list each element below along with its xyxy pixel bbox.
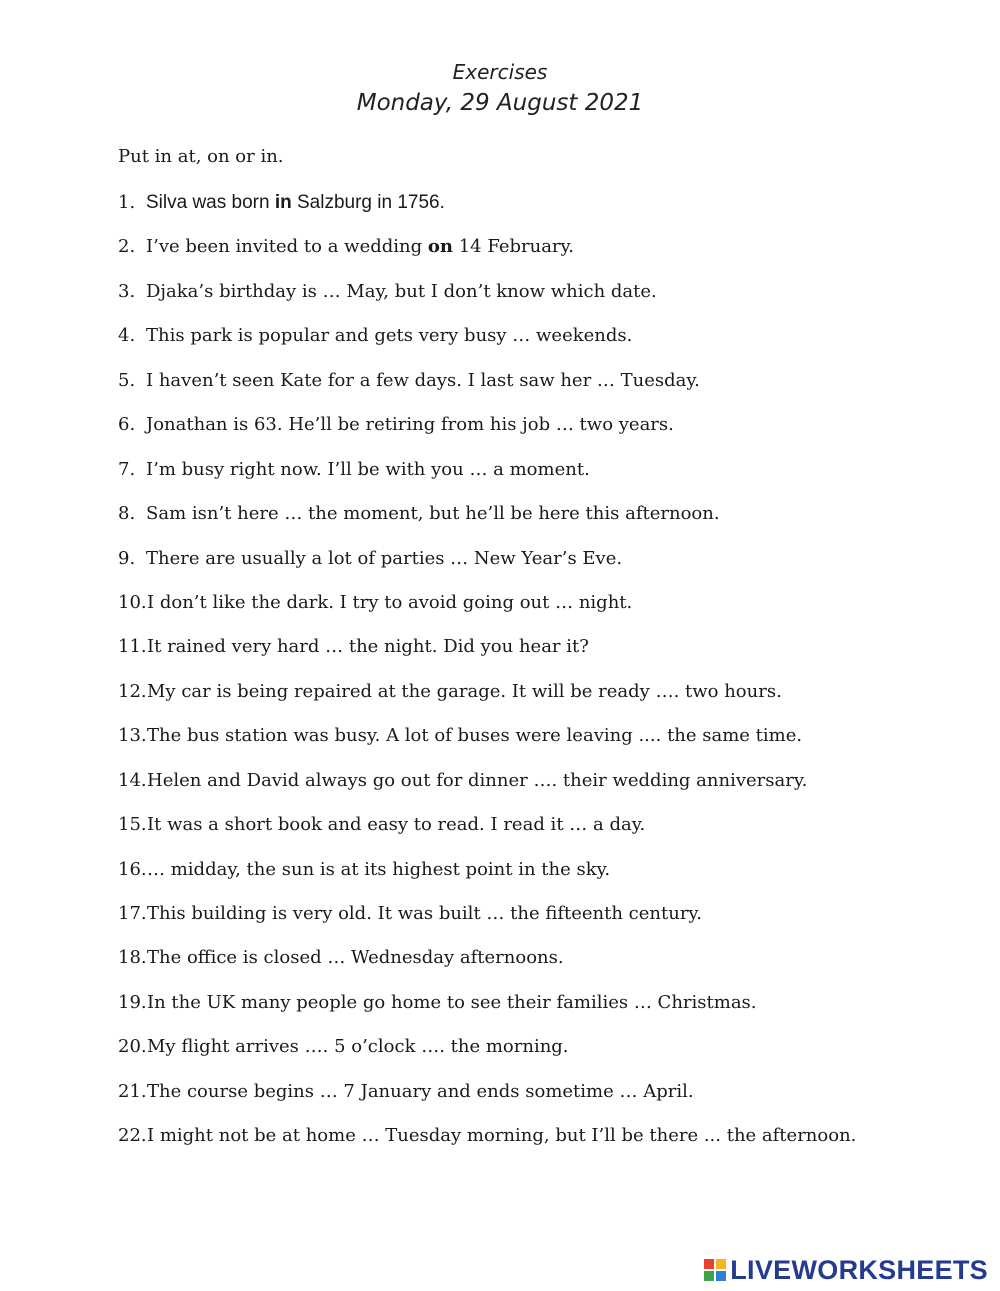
item-text: I might not be at home … Tuesday morning, but I’ll be there ... the afternoon. — [147, 1125, 857, 1146]
logo-block-1 — [704, 1259, 714, 1269]
exercise-item-6 — [118, 410, 674, 440]
liveworksheets-logo — [704, 1253, 988, 1287]
item-text: The course begins … 7 January and ends sometime … April. — [147, 1081, 694, 1102]
logo-blocks-icon — [704, 1259, 726, 1281]
exercise-item-9 — [118, 544, 622, 574]
logo-text: LIVEWORKSHEETS — [730, 1254, 988, 1285]
exercise-item-11 — [118, 632, 589, 662]
item-text: Helen and David always go out for dinner …. their wedding anniversary. — [147, 770, 808, 791]
item-text: My flight arrives …. 5 o’clock …. the morning. — [147, 1036, 569, 1057]
exercise-item-16 — [118, 855, 610, 885]
item-number: 4. — [118, 325, 136, 346]
exercise-item-17 — [118, 899, 702, 929]
item-number: 19. — [118, 992, 147, 1013]
exercise-item-5 — [118, 366, 700, 396]
item-number: 3. — [118, 281, 136, 302]
item-text-pre: Silva was born — [146, 192, 275, 213]
exercise-item-18 — [118, 943, 564, 973]
item-number: 15. — [118, 814, 147, 835]
exercise-item-2 — [118, 232, 574, 262]
logo-block-2 — [716, 1259, 726, 1269]
item-text: It was a short book and easy to read. I read it … a day. — [147, 814, 646, 835]
exercise-item-14 — [118, 766, 807, 796]
item-text: The bus station was busy. A lot of buses were leaving .... the same time. — [147, 725, 803, 746]
item-number: 18. — [118, 947, 147, 968]
item-text: The office is closed … Wednesday afternoons. — [147, 947, 564, 968]
item-number: 22. — [118, 1125, 147, 1146]
item-number: 16. — [118, 859, 147, 880]
logo-block-4 — [716, 1271, 726, 1281]
item-text: Jonathan is 63. He’ll be retiring from his job … two years. — [146, 414, 674, 435]
item-text: Djaka’s birthday is … May, but I don’t know which date. — [146, 281, 657, 302]
exercise-item-19 — [118, 988, 757, 1018]
exercise-item-10 — [118, 588, 632, 618]
item-text: … midday, the sun is at its highest point in the sky. — [147, 859, 611, 880]
item-number: 12. — [118, 681, 147, 702]
page-date: Monday, 29 August 2021 — [356, 90, 644, 116]
page-title: Exercises — [452, 60, 548, 84]
item-number: 2. — [118, 236, 136, 257]
item-number: 21. — [118, 1081, 147, 1102]
item-number: 10. — [118, 592, 147, 613]
item-text: I haven’t seen Kate for a few days. I last saw her … Tuesday. — [146, 370, 700, 391]
item-text: This building is very old. It was built … the fifteenth century. — [147, 903, 702, 924]
item-text: There are usually a lot of parties … New Year’s Eve. — [146, 548, 623, 569]
item-answer: on — [427, 236, 453, 257]
item-number: 11. — [118, 636, 147, 657]
item-number: 5. — [118, 370, 136, 391]
item-text: This park is popular and gets very busy … weekends. — [146, 325, 633, 346]
item-text: In the UK many people go home to see their families … Christmas. — [147, 992, 757, 1013]
item-text: My car is being repaired at the garage. It will be ready …. two hours. — [147, 681, 782, 702]
exercise-item-7 — [118, 455, 590, 485]
item-text: I don’t like the dark. I try to avoid going out … night. — [147, 592, 633, 613]
item-number: 1. — [118, 192, 136, 213]
item-number: 17. — [118, 903, 147, 924]
item-text: It rained very hard … the night. Did you hear it? — [147, 636, 589, 657]
item-text-pre: I’ve been invited to a wedding — [146, 236, 428, 257]
exercise-item-20 — [118, 1032, 569, 1062]
exercise-item-21 — [118, 1077, 694, 1107]
item-number: 20. — [118, 1036, 147, 1057]
exercise-item-8 — [118, 499, 720, 529]
item-number: 6. — [118, 414, 136, 435]
item-number: 9. — [118, 548, 136, 569]
item-text: Sam isn’t here … the moment, but he’ll be here this afternoon. — [146, 503, 720, 524]
exercise-item-15 — [118, 810, 645, 840]
item-number: 13. — [118, 725, 147, 746]
item-text-post: 14 February. — [452, 236, 575, 257]
item-text-post: Salzburg in 1756. — [291, 192, 445, 213]
instruction-text: Put in at, on or in. — [118, 146, 284, 167]
item-text: I’m busy right now. I’ll be with you … a moment. — [146, 459, 590, 480]
item-number: 14. — [118, 770, 147, 791]
item-number: 7. — [118, 459, 136, 480]
exercise-item-1 — [118, 188, 445, 218]
exercise-item-12 — [118, 677, 782, 707]
item-answer: in — [274, 192, 292, 213]
item-number: 8. — [118, 503, 136, 524]
exercise-item-3 — [118, 277, 657, 307]
exercise-item-13 — [118, 721, 802, 751]
exercise-item-4 — [118, 321, 632, 351]
exercise-item-22 — [118, 1121, 856, 1151]
logo-block-3 — [704, 1271, 714, 1281]
